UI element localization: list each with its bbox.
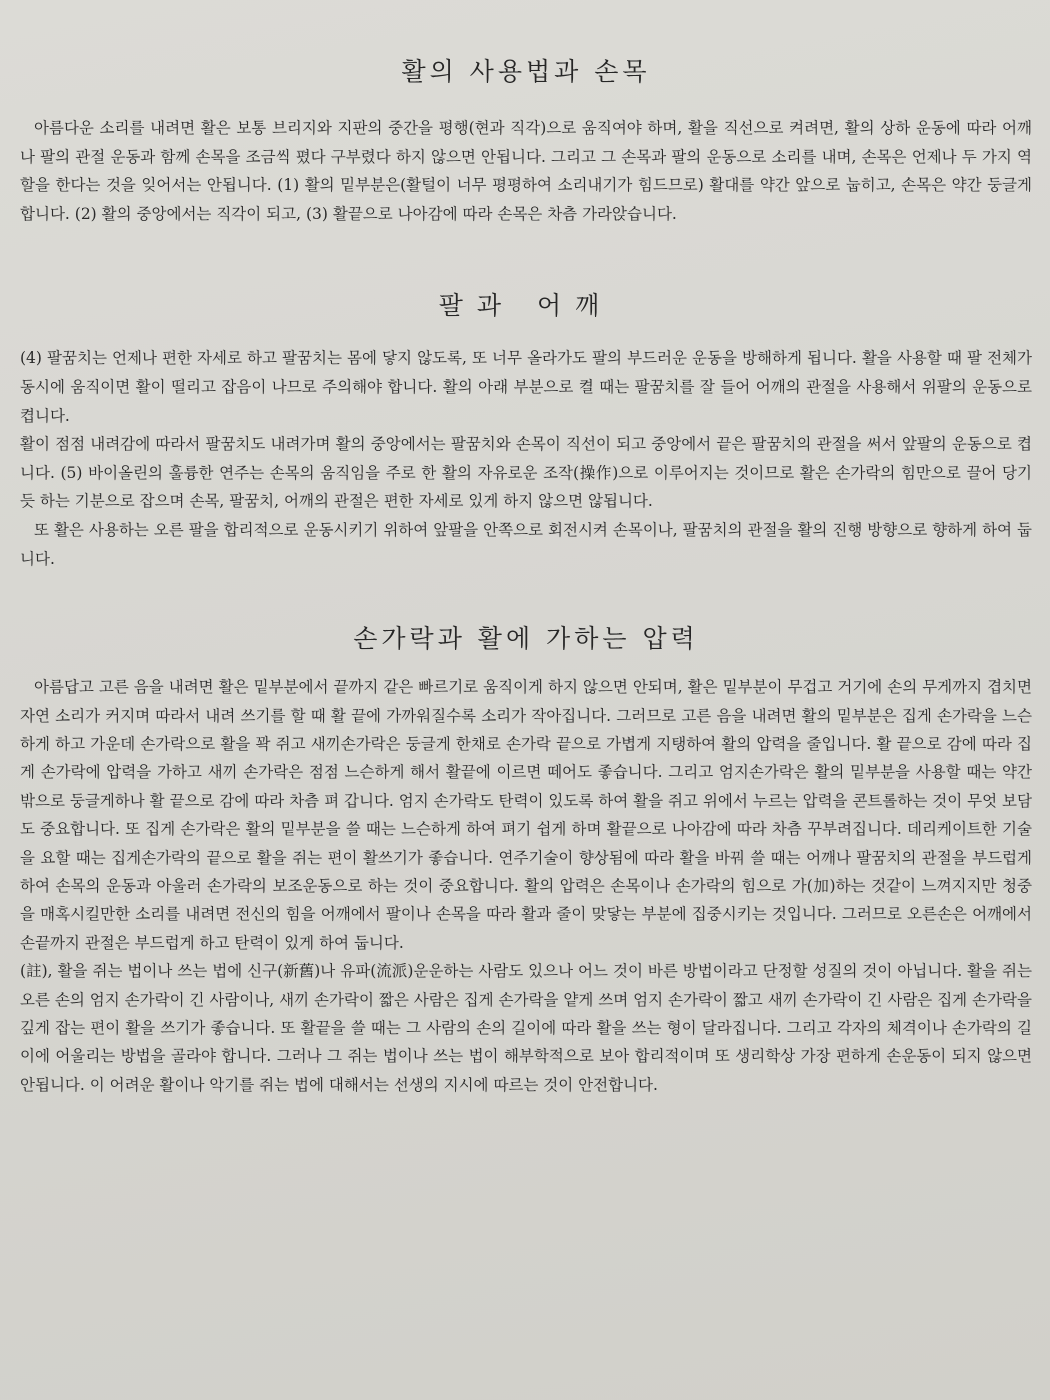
paragraph: 또 활은 사용하는 오른 팔을 합리적으로 운동시키기 위하여 앞팔을 안쪽으로 회전시켜 손목이나, 팔꿈치의 관절을 활의 진행 방향으로 향하게 하여 둡니다. [20,520,1032,568]
paragraph: 활이 점점 내려감에 따라서 팔꿈치도 내려가며 활의 중앙에서는 팔꿈치와 손목이 직선이 되고 중앙에서 끝은 팔꿈치의 관절을 써서 앞팔의 운동으로 켭니다. (5) 바이올린의 훌륭한 연주는 손목의 움직임을 주로 한 활의 자유로운 조작(操作)으로 이루어지는 것이므로 활은 손가락의 힘만으로 끌어 당기듯 하는 기분으로 잡으며 손목, 팔꿈치, 어깨의 관절은 편한 자세로 있게 하지 않으면 않됩니다. [20,435,1032,511]
section-body-bow-and-wrist [20,114,1032,228]
section-body-finger-pressure [20,673,1032,1099]
section-title-bow-and-wrist: 활의 사용법과 손목 [401,57,651,86]
paragraph: (4) 팔꿈치는 언제나 편한 자세로 하고 팔꿈치는 몸에 닿지 않도록, 또 너무 올라가도 팔의 부드러운 운동을 방해하게 됩니다. 활을 사용할 때 팔 전체가 동시에 움직이면 활이 떨리고 잡음이 나므로 주의해야 합니다. 활의 아래 부분으로 켤 때는 팔꿈치를 잘 들어 어깨의 관절을 사용해서 위팔의 운동으로 켭니다. [20,349,1032,425]
paragraph: 아름다운 소리를 내려면 활은 보통 브리지와 지판의 중간을 평행(현과 직각)으로 움직여야 하며, 활을 직선으로 켜려면, 활의 상하 운동에 따라 어깨나 팔의 관절 운동과 함께 손목을 조금씩 폈다 구부렸다 하지 않으면 안됩니다. 그리고 그 손목과 팔의 운동으로 소리를 내며, 손목은 언제나 두 가지 역할을 한다는 것을 잊어서는 안됩니다. (1) 활의 밑부분은(활털이 너무 평평하여 소리내기가 힘드므로) 활대를 약간 앞으로 눕히고, 손목은 약간 둥글게 합니다. (2) 활의 중앙에서는 직각이 되고, (3) 활끝으로 나아감에 따라 손목은 차츰 가라앉습니다. [20,119,1032,223]
section-title-finger-pressure: 손가락과 활에 가하는 압력 [353,624,699,654]
section-body-arm-and-shoulder [20,344,1032,573]
paragraph: 아름답고 고른 음을 내려면 활은 밑부분에서 끝까지 같은 빠르기로 움직이게 하지 않으면 안되며, 활은 밑부분이 무겁고 거기에 손의 무게까지 겹치면 자연 소리가 커지며 따라서 내려 쓰기를 할 때 활 끝에 가까워질수록 소리가 작아집니다. 그러므로 고른 음을 내려면 활의 밑부분은 집게 손가락을 느슨하게 하고 가운데 손가락으로 활을 꽉 쥐고 새끼손가락은 둥글게 한채로 손가락 끝으로 가볍게 지탱하여 활의 압력을 줄입니다. 활 끝으로 감에 따라 집게 손가락에 압력을 가하고 새끼 손가락은 점점 느슨하게 해서 활끝에 이르면 떼어도 좋습니다. 그리고 엄지손가락은 활의 밑부분을 사용할 때는 약간 밖으로 둥글게하나 활 끝으로 감에 따라 차츰 펴 갑니다. 엄지 손가락도 탄력이 있도록 하여 활을 쥐고 위에서 누르는 압력을 콘트롤하는 것이 무엇 보담도 중요합니다. 또 집게 손가락은 활의 밑부분을 쓸 때는 느슨하게 하여 펴기 쉽게 하며 활끝으로 나아감에 따라 차츰 꾸부려집니다. 데리케이트한 기술을 요할 때는 집게손가락의 끝으로 활을 쥐는 편이 활쓰기가 좋습니다. 연주기술이 향상됨에 따라 활을 바꿔 쓸 때는 어깨나 팔꿈치의 관절을 부드럽게 하여 손목의 운동과 아울러 손가락의 보조운동으로 하는 것이 중요합니다. 활의 압력은 손목이나 손가락의 힘으로 가(加)하는 것같이 느껴지지만 청중을 매혹시킬만한 소리를 내려면 전신의 힘을 어깨에서 팔이나 손목을 따라 활과 줄이 맞닿는 부분에 집중시키는 것입니다. 그러므로 오른손은 어깨에서 손끝까지 관절은 부드럽게 하고 탄력이 있게 하여 둡니다. [20,678,1032,952]
section-title-arm-and-shoulder: 팔과 어깨 [438,291,614,321]
paragraph-note: (註), 활을 쥐는 법이나 쓰는 법에 신구(新舊)나 유파(流派)운운하는 사람도 있으나 어느 것이 바른 방법이라고 단정할 성질의 것이 아닙니다. 활을 쥐는 오른 손의 엄지 손가락이 긴 사람이나, 새끼 손가락이 짧은 사람은 집게 손가락을 얕게 쓰며 엄지 손가락이 짧고 새끼 손가락이 긴 사람은 집게 손가락을 깊게 잡는 편이 활을 쓰기가 좋습니다. 또 활끝을 쓸 때는 그 사람의 손의 길이에 따라 활을 쓰는 형이 달라집니다. 그리고 각자의 체격이나 손가락의 길이에 어울리는 방법을 골라야 합니다. 그러나 그 쥐는 법이나 쓰는 법이 해부학적으로 보아 합리적이며 또 생리학상 가장 편하게 손운동이 되지 않으면 안됩니다. 이 어려운 활이나 악기를 쥐는 법에 대해서는 선생의 지시에 따르는 것이 안전합니다. [20,962,1032,1094]
